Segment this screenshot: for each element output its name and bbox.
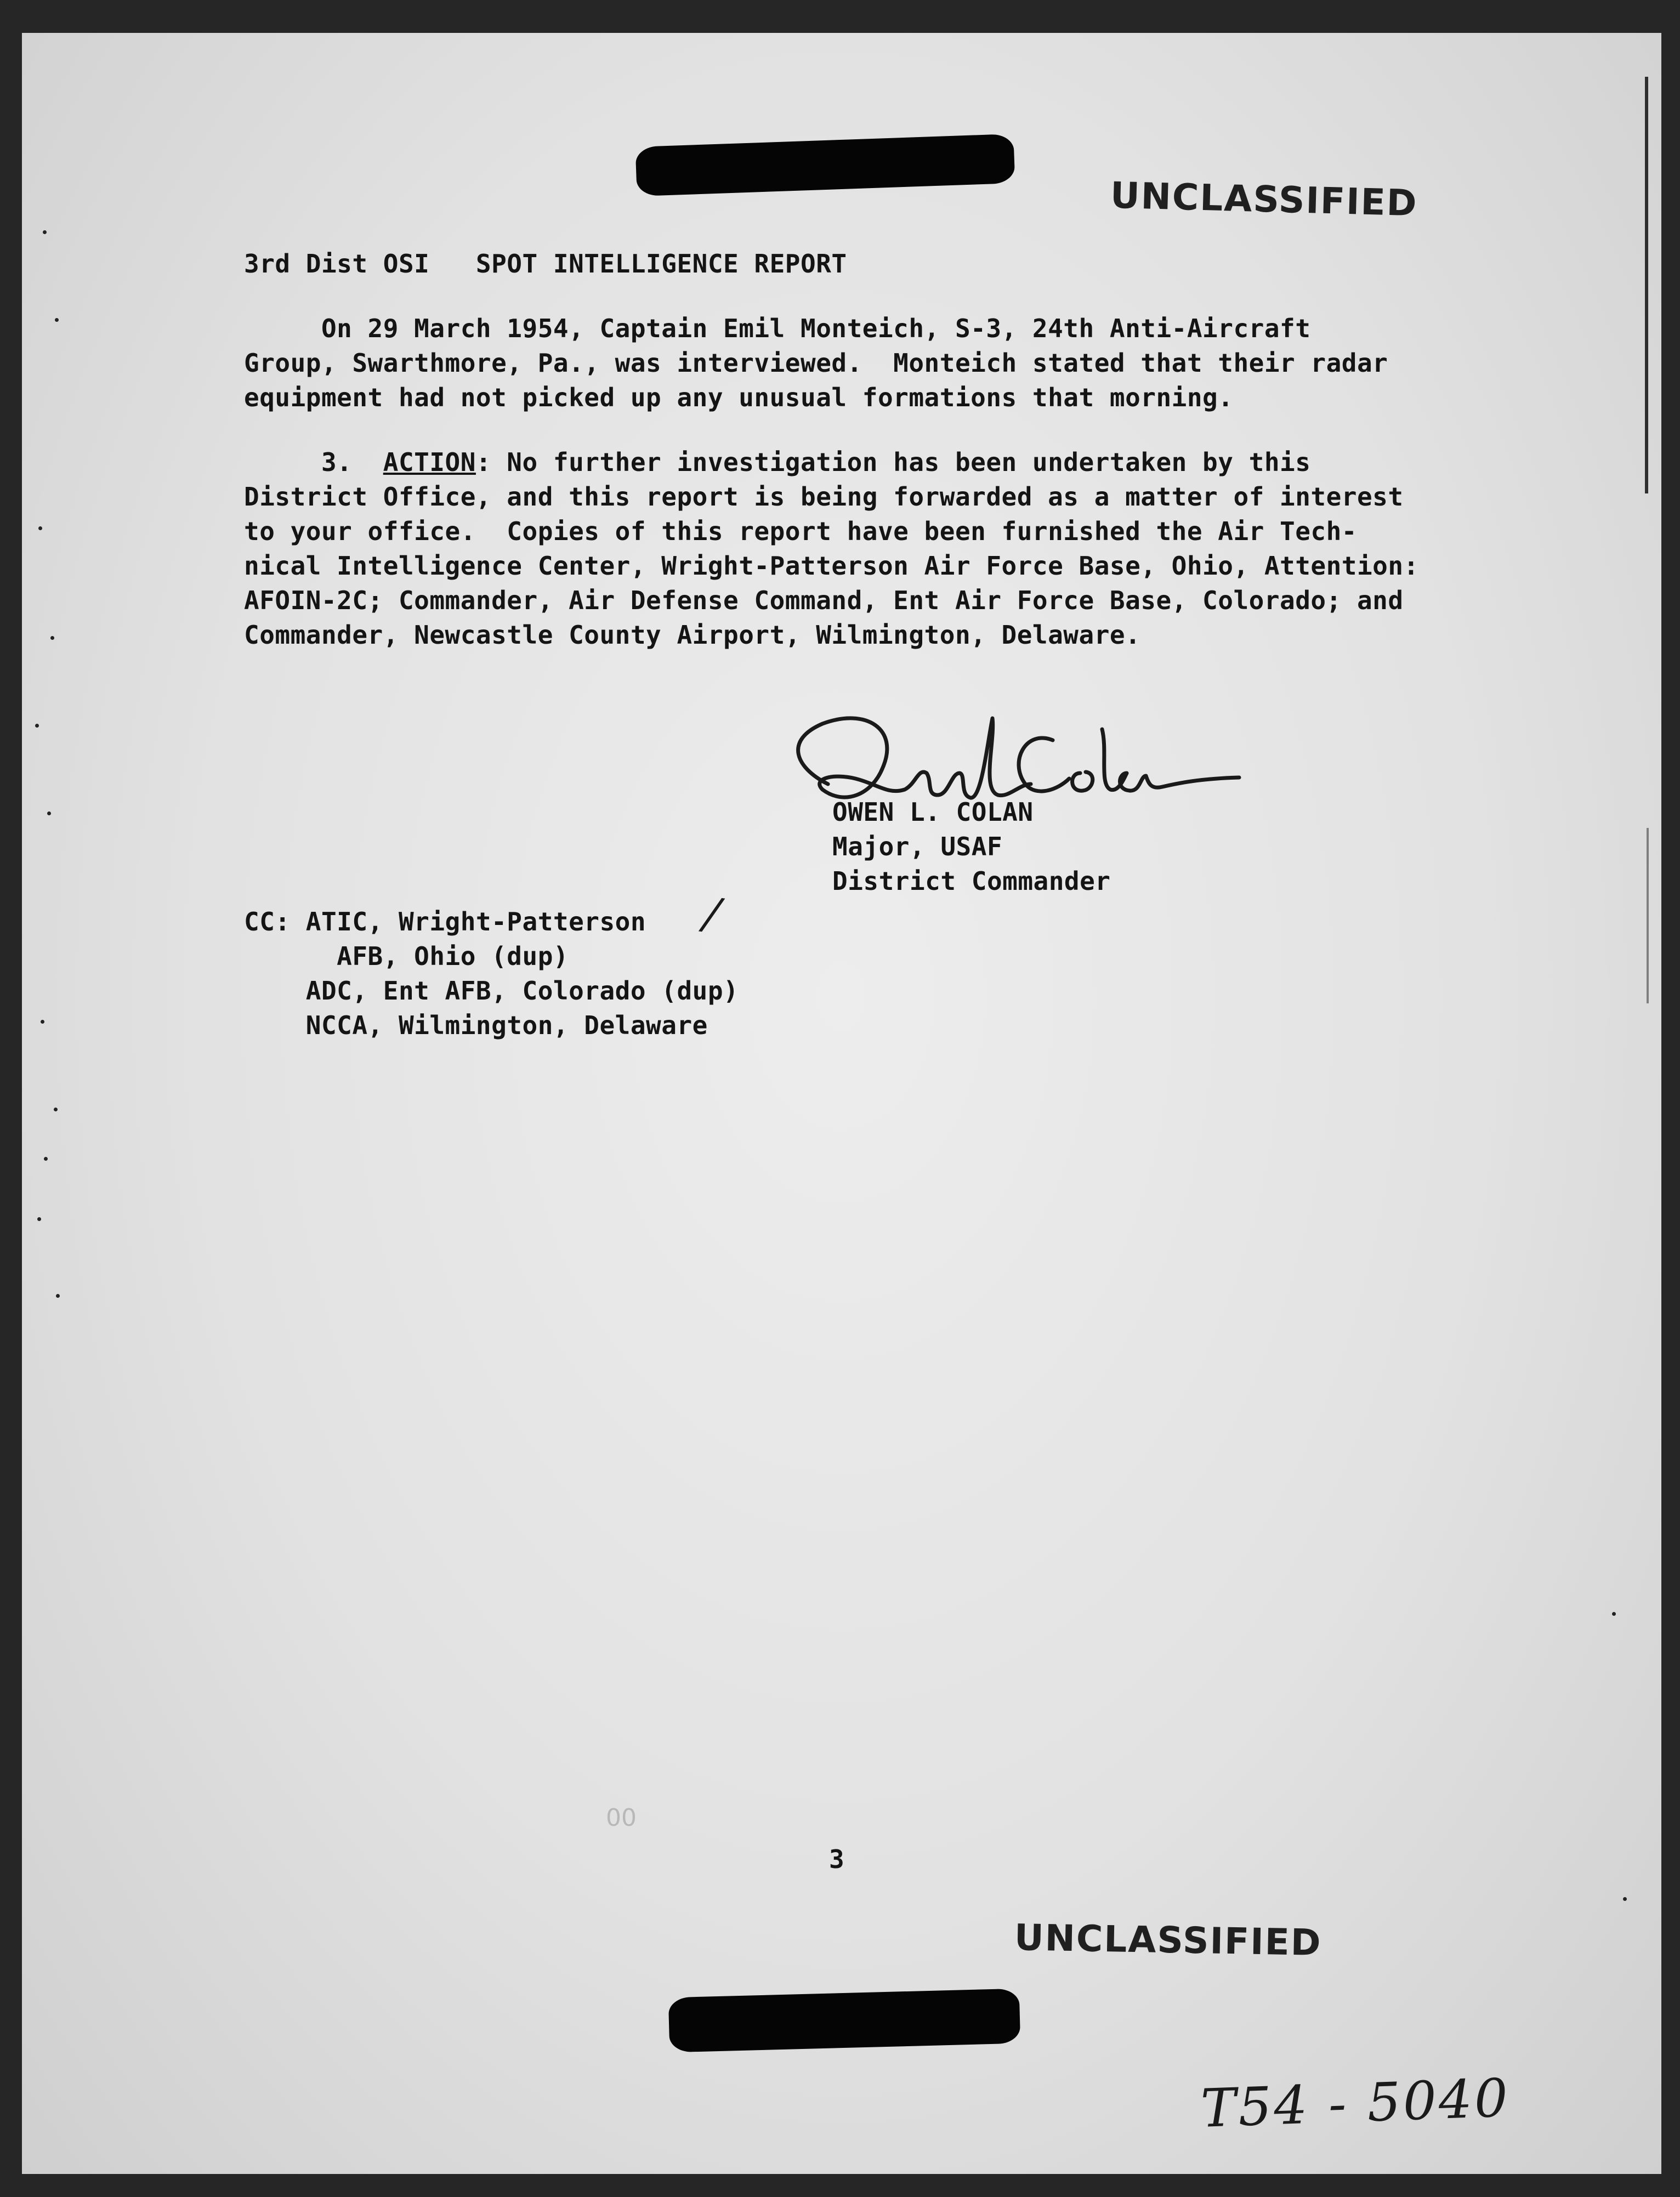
paragraph-line: Group, Swarthmore, Pa., was interviewed. Monteich stated that their radar bbox=[244, 348, 1388, 378]
scan-speck bbox=[50, 636, 54, 640]
redaction-bar bbox=[668, 1989, 1020, 2053]
paragraph-line: Commander, Newcastle County Airport, Wilmington, Delaware. bbox=[244, 620, 1141, 650]
scan-edge-line bbox=[1645, 77, 1648, 493]
scan-speck bbox=[54, 1108, 58, 1111]
paragraph-line: On 29 March 1954, Captain Emil Monteich, S-3, 24th Anti-Aircraft bbox=[244, 314, 1311, 343]
paragraph-number: 3. bbox=[244, 447, 383, 477]
paragraph-line: equipment had not picked up any unusual formations that morning. bbox=[244, 383, 1234, 412]
paragraph-line bbox=[244, 445, 1310, 480]
report-heading: 3rd Dist OSI SPOT INTELLIGENCE REPORT bbox=[244, 249, 847, 279]
scan-speck bbox=[41, 1020, 44, 1024]
page-number: 3 bbox=[829, 1844, 845, 1874]
scan-speck bbox=[37, 1217, 41, 1221]
scan-speck bbox=[44, 1157, 48, 1161]
scan-edge-line bbox=[1647, 828, 1649, 1003]
scan-speck bbox=[56, 1294, 60, 1298]
paragraph-line: to your office. Copies of this report have been furnished the Air Tech- bbox=[244, 516, 1357, 546]
cc-line: CC: ATIC, Wright-Patterson bbox=[244, 907, 646, 936]
scan-speck bbox=[43, 230, 47, 234]
paragraph-line: District Office, and this report is being forwarded as a matter of interest bbox=[244, 482, 1404, 512]
file-number: T54 - 5040 bbox=[1200, 2067, 1511, 2139]
signer-title: District Commander bbox=[832, 866, 1111, 896]
paragraph-text: : No further investigation has been undertaken by this bbox=[475, 447, 1311, 477]
signer-rank: Major, USAF bbox=[832, 832, 1003, 861]
scan-speck bbox=[35, 724, 39, 728]
redaction-bar bbox=[635, 134, 1015, 196]
paragraph-line: nical Intelligence Center, Wright-Patterson Air Force Base, Ohio, Attention: bbox=[244, 551, 1419, 581]
scan-speck bbox=[38, 526, 42, 530]
cc-line: NCCA, Wilmington, Delaware bbox=[244, 1010, 708, 1040]
scan-speck bbox=[55, 318, 59, 322]
paragraph-line: AFOIN-2C; Commander, Air Defense Command, Ent Air Force Base, Colorado; and bbox=[244, 586, 1404, 615]
check-mark: / bbox=[701, 887, 723, 940]
scan-speck bbox=[47, 811, 51, 815]
ghost-mark: 00 bbox=[606, 1804, 637, 1832]
action-label: ACTION bbox=[383, 447, 476, 477]
scan-speck bbox=[1612, 1612, 1616, 1616]
cc-line: AFB, Ohio (dup) bbox=[244, 941, 569, 971]
classification-stamp: UNCLASSIFIED bbox=[1110, 174, 1418, 225]
cc-line: ADC, Ent AFB, Colorado (dup) bbox=[244, 976, 739, 1006]
signer-name: OWEN L. COLAN bbox=[832, 797, 1034, 827]
document-page bbox=[22, 33, 1661, 2174]
classification-stamp-footer: UNCLASSIFIED bbox=[1014, 1916, 1323, 1964]
scan-speck bbox=[1623, 1897, 1627, 1901]
